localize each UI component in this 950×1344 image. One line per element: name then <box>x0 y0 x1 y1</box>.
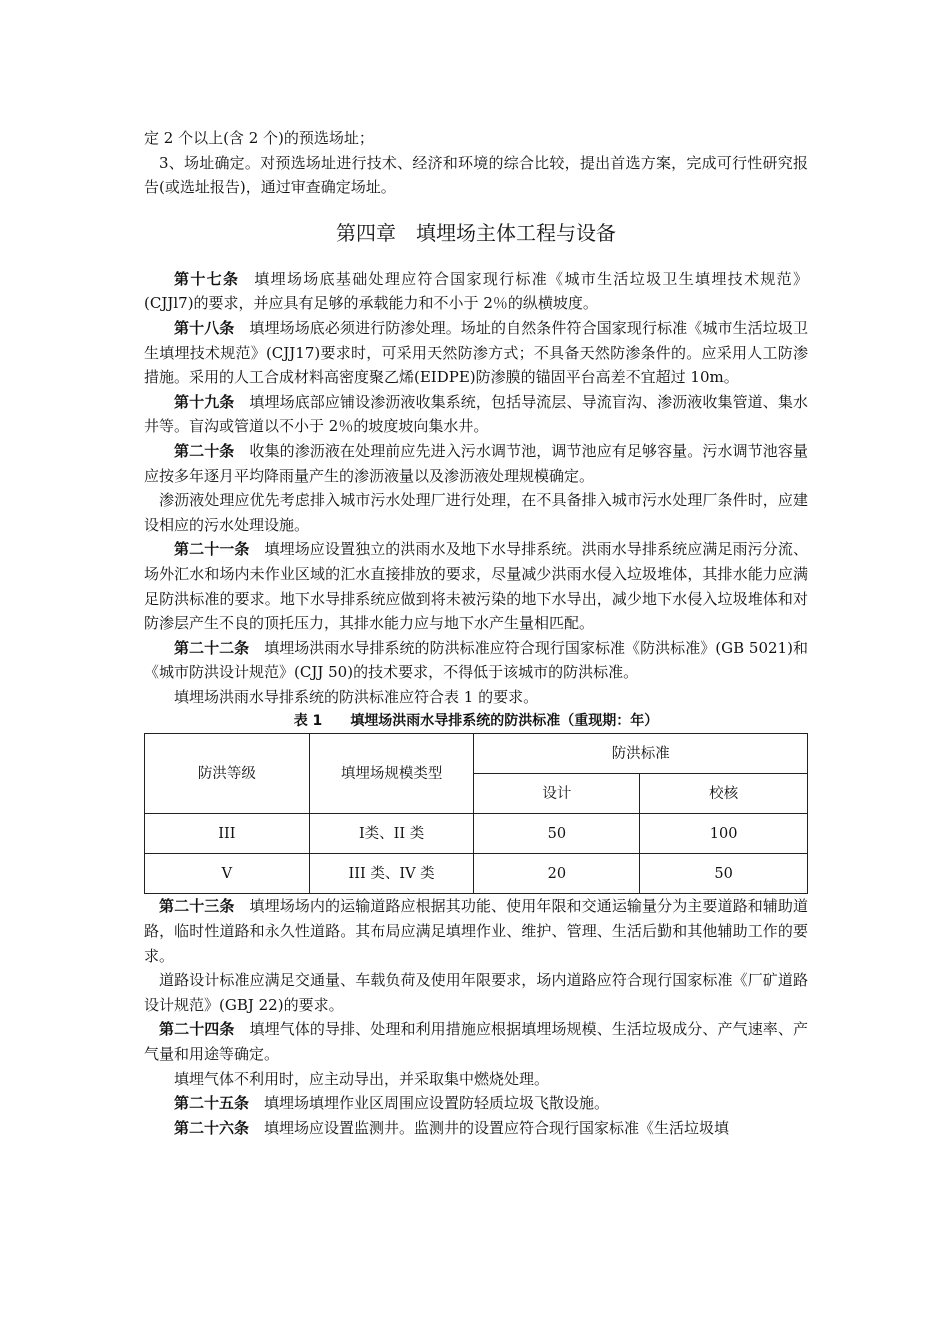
article-21 <box>144 537 808 635</box>
cell-design: 20 <box>474 854 640 894</box>
chapter-title: 填埋场主体工程与设备 <box>416 220 616 245</box>
article-22 <box>144 636 808 685</box>
article-17 <box>144 267 808 316</box>
header-check: 校核 <box>640 774 808 814</box>
flood-standard-table <box>144 733 808 894</box>
article-26 <box>144 1116 808 1141</box>
cell-check: 100 <box>640 814 808 854</box>
cell-scale: III 类、IV 类 <box>309 854 474 894</box>
cell-design: 50 <box>474 814 640 854</box>
table-number: 表 1 <box>293 713 323 730</box>
article-19 <box>144 390 808 439</box>
article-text: 填埋场场底必须进行防渗处理。场址的自然条件符合国家现行标准《城市生活垃圾卫生填埋技术规范》(CJJ17)要求时，可采用天然防渗方式；不具备天然防渗条件的。应采用人工防渗措施。采用的人工合成材料高密度聚乙烯(EIDPE)防渗膜的锚固平台高差不宜超过 10m。 <box>144 318 808 387</box>
article-text: 填埋场应设置监测井。监测井的设置应符合现行国家标准《生活垃圾填 <box>264 1118 730 1137</box>
header-level: 防洪等级 <box>145 734 310 814</box>
article-24 <box>144 1017 808 1066</box>
article-label: 第十八条 <box>174 318 235 337</box>
article-label: 第二十一条 <box>174 540 250 559</box>
paragraph-site-confirmation: 3、场址确定。对预选场址进行技术、经济和环境的综合比较，提出首选方案，完成可行性研究报告(或选址报告)，通过审查确定场址。 <box>144 153 808 197</box>
article-22-continued: 填埋场洪雨水导排系统的防洪标准应符合表 1 的要求。 <box>174 687 539 706</box>
table-header-row <box>145 734 808 774</box>
header-scale: 填埋场规模类型 <box>309 734 474 814</box>
cell-level: III <box>145 814 310 854</box>
cell-level: V <box>145 854 310 894</box>
article-text: 填埋场场底基础处理应符合国家现行标准《城市生活垃圾卫生填埋技术规范》(CJJl7)的要求，并应具有足够的承载能力和不小于 2％的纵横坡度。 <box>144 269 808 313</box>
article-label: 第二十三条 <box>159 897 235 916</box>
article-20 <box>144 439 808 488</box>
article-label: 第十九条 <box>174 392 235 411</box>
article-label: 第二十四条 <box>159 1020 235 1039</box>
cell-check: 50 <box>640 854 808 894</box>
chapter-number: 第四章 <box>336 220 396 245</box>
article-text: 填埋场填埋作业区周围应设置防轻质垃圾飞散设施。 <box>264 1094 610 1113</box>
header-standard: 防洪标准 <box>474 734 808 774</box>
table-row <box>145 854 808 894</box>
table-title: 填埋场洪雨水导排系统的防洪标准（重现期：年） <box>350 713 659 730</box>
header-design: 设计 <box>474 774 640 814</box>
article-text: 填埋场洪雨水导排系统的防洪标准应符合现行国家标准《防洪标准》(GB 5021)和《城市防洪设计规范》(CJJ 50)的技术要求，不得低于该城市的防洪标准。 <box>144 638 808 682</box>
article-text: 填埋场场内的运输道路应根据其功能、使用年限和交通运输量分为主要道路和辅助道路，临时性道路和永久性道路。其布局应满足填埋作业、维护、管理、生活后勤和其他辅助工作的要求。 <box>144 897 808 965</box>
article-23-continued: 道路设计标准应满足交通量、车载负荷及使用年限要求，场内道路应符合现行国家标准《厂矿道路设计规范》(GBJ 22)的要求。 <box>144 971 808 1014</box>
table-row <box>145 814 808 854</box>
article-text: 填埋场应设置独立的洪雨水及地下水导排系统。洪雨水导排系统应满足雨污分流、场外汇水和场内未作业区域的汇水直接排放的要求，尽量减少洪雨水侵入垃圾堆体，其排水能力应满足防洪标准的要求。地下水导排系统应做到将未被污染的地下水导出，减少地下水侵入垃圾堆体和对防渗层产生不良的顶托压力，其排水能力应与地下水产生量相匹配。 <box>144 540 808 633</box>
article-text: 收集的渗沥液在处理前应先进入污水调节池，调节池应有足够容量。污水调节池容量应按多年逐月平均降雨量产生的渗沥液量以及渗沥液处理规模确定。 <box>144 441 808 485</box>
article-24-continued: 填埋气体不利用时，应主动导出，并采取集中燃烧处理。 <box>174 1069 550 1088</box>
article-label: 第二十条 <box>174 441 235 460</box>
chapter-heading <box>144 219 808 247</box>
article-text: 填埋气体的导排、处理和利用措施应根据填埋场规模、生活垃圾成分、产气速率、产气量和用途等确定。 <box>144 1020 808 1064</box>
article-label: 第二十六条 <box>174 1118 250 1137</box>
article-20-continued: 渗沥液处理应优先考虑排入城市污水处理厂进行处理，在不具备排入城市污水处理厂条件时，应建设相应的污水处理设施。 <box>144 491 808 534</box>
article-text: 填埋场底部应铺设渗沥液收集系统，包括导流层、导流盲沟、渗沥液收集管道、集水井等。盲沟或管道以不小于 2％的坡度坡向集水井。 <box>144 392 808 436</box>
cell-scale: Ⅰ类、II 类 <box>309 814 474 854</box>
article-25 <box>144 1091 808 1116</box>
article-label: 第十七条 <box>174 269 240 288</box>
paragraph-site-selection-end: 定 2 个以上(含 2 个)的预选场址； <box>144 129 374 147</box>
article-label: 第二十二条 <box>174 638 250 657</box>
article-label: 第二十五条 <box>174 1094 250 1113</box>
document-page <box>144 126 808 1140</box>
article-23 <box>144 894 808 968</box>
table-caption <box>144 709 808 733</box>
article-18 <box>144 316 808 390</box>
